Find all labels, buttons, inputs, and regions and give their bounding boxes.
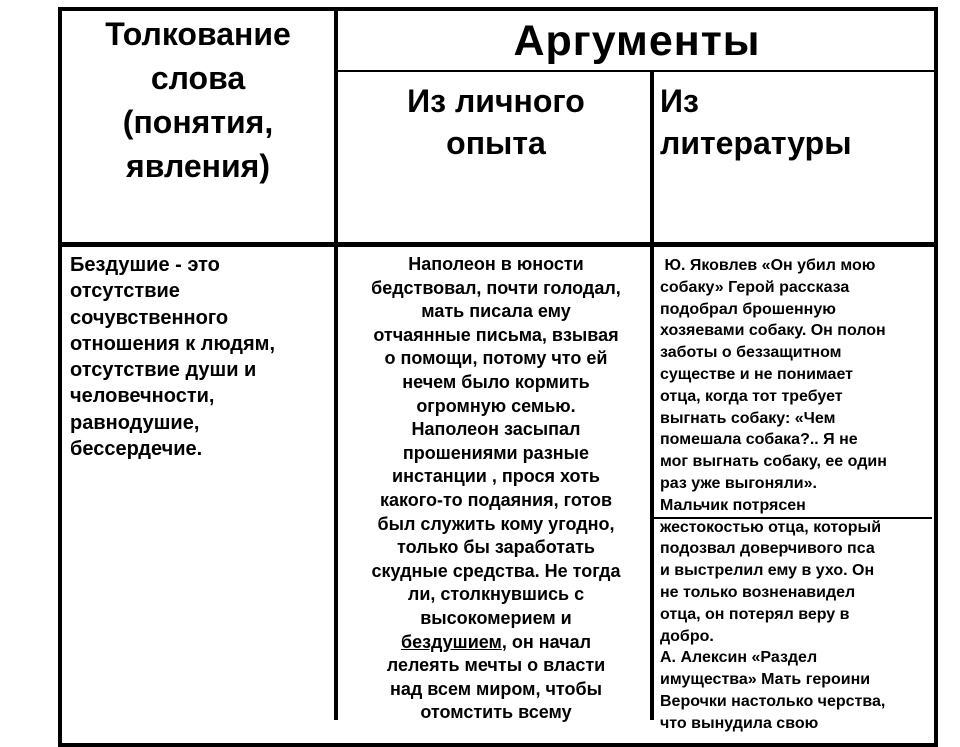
literature-line: выгнать собаку: «Чем	[660, 409, 836, 427]
literature-line: Мальчик потрясен	[660, 496, 806, 514]
personal-line: отчаянные письма, взывая	[373, 324, 619, 345]
personal-line: был служить кому угодно,	[377, 513, 615, 534]
interpretation-line: человечности,	[70, 385, 215, 408]
personal-line: ли, столкнувшись с	[407, 584, 585, 605]
header-literature	[660, 76, 934, 236]
header-interpretation-line: (понятия,	[122, 104, 274, 140]
literature-line: добро.	[660, 627, 714, 645]
interpretation-line: бессердечие.	[70, 438, 203, 461]
cell-interpretation	[70, 252, 332, 462]
personal-line: нечем было кормить	[402, 371, 590, 392]
header-interpretation-line: Толкование	[105, 16, 291, 52]
literature-line: что вынудила свою	[660, 714, 819, 732]
personal-line: отомстить всему	[420, 702, 572, 723]
literature-line: Верочки настолько черства,	[660, 692, 886, 710]
personal-line: высокомерием и	[420, 607, 572, 628]
literature-line: и выстрелил ему в ухо. Он	[660, 562, 875, 580]
interpretation-line: отсутствие	[70, 280, 180, 303]
personal-line: лелеять мечты о власти	[386, 655, 606, 676]
personal-line: над всем миром, чтобы	[390, 678, 602, 699]
annotation-line	[654, 517, 932, 519]
header-interpretation-line: явления)	[126, 148, 270, 184]
header-personal-line: Из личного	[407, 83, 585, 119]
cell-personal-experience	[342, 253, 650, 725]
literature-line: А. Алексин «Раздел	[660, 649, 818, 667]
personal-line-underlined: бездушием, он начал	[400, 631, 592, 652]
personal-line: только бы заработать	[397, 537, 595, 558]
col-divider-2	[650, 70, 654, 720]
literature-line: отца, он потерял веру в	[660, 605, 850, 623]
personal-line: прошениями разные	[402, 442, 590, 463]
header-personal-experience	[342, 76, 650, 236]
personal-line: инстанции , прося хоть	[392, 466, 600, 487]
literature-line: жестокостью отца, который	[660, 518, 882, 536]
personal-line: огромную семью.	[416, 395, 576, 416]
interpretation-line: равнодушие,	[70, 411, 200, 434]
literature-line: подозвал доверчивого пса	[660, 540, 875, 558]
interpretation-line: Бездушие - это	[70, 254, 220, 276]
personal-line: скудные средства. Не тогда	[371, 560, 621, 581]
literature-line: существе и не понимает	[660, 365, 853, 383]
literature-line: помешала собака?.. Я не	[660, 431, 858, 449]
personal-line: Наполеон засыпал	[411, 419, 581, 440]
literature-line: мог выгнать собаку, ее один	[660, 453, 887, 471]
literature-line: заботы о беззащитном	[660, 344, 842, 362]
personal-line: какого-то подаяния, готов	[379, 489, 613, 510]
literature-line: имущества» Мать героини	[660, 671, 871, 689]
interpretation-line: сочувственного	[70, 306, 229, 329]
literature-line: подобрал брошенную	[660, 300, 836, 318]
cell-literature	[660, 255, 934, 735]
header-literature-line: Из	[660, 83, 699, 119]
literature-line: раз уже выгоняли».	[660, 474, 817, 492]
personal-line: мать писала ему	[421, 301, 571, 322]
personal-line: Наполеон в юности	[408, 254, 584, 274]
interpretation-line: отношения к людям,	[70, 332, 276, 355]
header-arguments: Аргументы	[513, 17, 761, 65]
literature-line: хозяевами собаку. Он полон	[660, 322, 886, 340]
underlined-word: бездушием	[400, 631, 502, 652]
literature-line: отца, когда тот требует	[660, 387, 843, 405]
header-personal-line: опыта	[446, 125, 546, 161]
header-interpretation	[60, 12, 336, 242]
personal-line: о помощи, потому что ей	[384, 348, 608, 369]
header-interpretation-line: слова	[150, 60, 246, 96]
interpretation-line: отсутствие души и	[70, 359, 257, 382]
header-bottom-divider	[58, 242, 938, 247]
literature-line: собаку» Герой рассказа	[660, 278, 850, 296]
personal-line: бедствовал, почти голодал,	[371, 277, 621, 298]
header-literature-line: литературы	[660, 125, 852, 161]
literature-line: не только возненавидел	[660, 583, 856, 601]
literature-line: Ю. Яковлев «Он убил мою	[660, 257, 876, 274]
